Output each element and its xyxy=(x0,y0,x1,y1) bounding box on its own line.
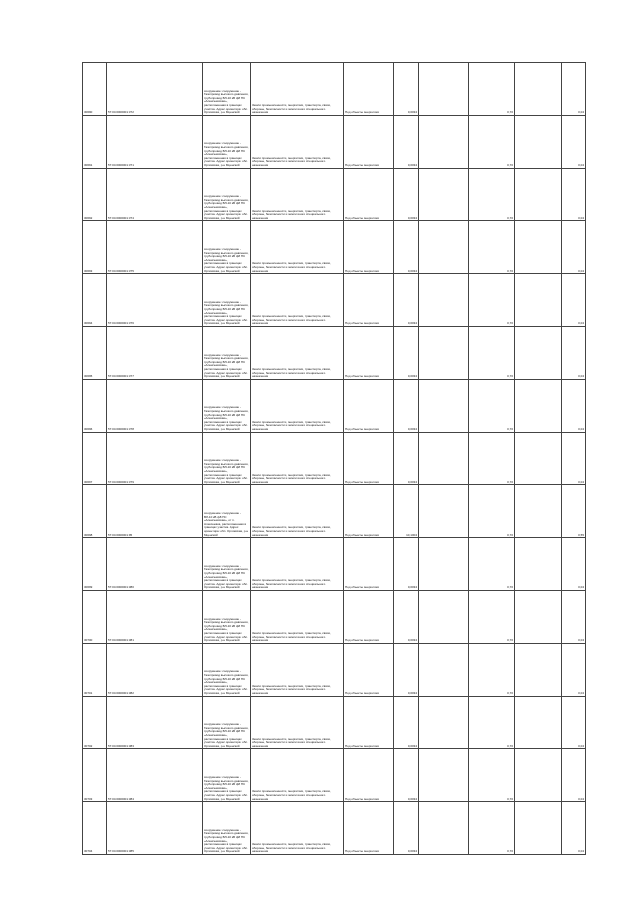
object-description-cell: сооружение: сооружение - Газопровод высокого давления, трубопровод ВЛ-10 кВ ф8 ПС «Алексеевская», расположенная в границах участка. Адрес ориентира: обл. Орловская, р-н Мценский xyxy=(203,63,251,116)
area-cell: 0,0034 xyxy=(394,538,419,591)
object-description-cell: сооружение: сооружение - Газопровод высокого давления, трубопровод ВЛ-10 кВ ф8 ПС «Алексеевская», расположенная в границах участка. Адрес ориентира: обл. Орловская, р-н Мценский xyxy=(203,326,251,379)
table-row xyxy=(83,168,586,221)
area-cell: 0,0034 xyxy=(394,379,419,432)
empty-cell xyxy=(419,432,469,485)
tax-rate-cell: 0,70 xyxy=(469,696,515,749)
tax-rate-cell: 0,70 xyxy=(469,538,515,591)
row-id-cell: 30702 xyxy=(83,696,107,749)
permitted-use-cell: Под объекты энергетики xyxy=(344,326,394,379)
area-cell: 0,0034 xyxy=(394,115,419,168)
table-row xyxy=(83,221,586,274)
permitted-use-cell: Под объекты энергетики xyxy=(344,485,394,538)
tax-rate-cell: 0,70 xyxy=(469,326,515,379)
empty-cell xyxy=(515,590,562,643)
table-row xyxy=(83,274,586,327)
tax-amount-cell: 0,55 xyxy=(562,485,586,538)
area-cell: 0,0034 xyxy=(394,274,419,327)
land-category-cell: Земли промышленности, энергетики, транспорта, связи, обороны, безопасности и земли иного специального назначения xyxy=(251,168,344,221)
permitted-use-cell: Под объекты энергетики xyxy=(344,432,394,485)
empty-cell xyxy=(419,643,469,696)
table-row xyxy=(83,379,586,432)
cadastral-number-cell: 57:04:0000001:384 xyxy=(107,749,203,802)
object-description-cell: сооружение: сооружение - Газопровод высокого давления, трубопровод ВЛ-10 кВ ф8 ПС «Алексеевская», расположенная в границах участка. Адрес ориентира: обл. Орловская, р-н Мценский xyxy=(203,749,251,802)
table-row xyxy=(83,63,586,116)
tax-rate-cell: 0,70 xyxy=(469,802,515,855)
land-tax-table xyxy=(82,62,586,855)
row-id-cell: 30695 xyxy=(83,326,107,379)
table-row xyxy=(83,696,586,749)
table-row xyxy=(83,432,586,485)
object-description-cell: сооружение: сооружение - Газопровод высокого давления, трубопровод ВЛ-10 кВ ф8 ПС «Алексеевская», расположенная в границах участка. Адрес ориентира: обл. Орловская, р-н Мценский xyxy=(203,168,251,221)
land-category-cell: Земли промышленности, энергетики, транспорта, связи, обороны, безопасности и земли иного специального назначения xyxy=(251,538,344,591)
land-category-cell: Земли промышленности, энергетики, транспорта, связи, обороны, безопасности и земли иного специального назначения xyxy=(251,485,344,538)
area-cell: 0,0034 xyxy=(394,63,419,116)
tax-rate-cell: 0,70 xyxy=(469,590,515,643)
object-description-cell: сооружение: сооружение - Газопровод высокого давления, трубопровод ВЛ-10 кВ ф8 ПС «Алексеевская», расположенная в границах участка. Адрес ориентира: обл. Орловская, р-н Мценский xyxy=(203,379,251,432)
land-category-cell: Земли промышленности, энергетики, транспорта, связи, обороны, безопасности и земли иного специального назначения xyxy=(251,63,344,116)
cadastral-number-cell: 57:04:0000001:372 xyxy=(107,63,203,116)
cadastral-number-cell: 57:04:0000001:383 xyxy=(107,696,203,749)
empty-cell xyxy=(419,168,469,221)
tax-rate-cell: 0,70 xyxy=(469,379,515,432)
permitted-use-cell: Под объекты энергетики xyxy=(344,749,394,802)
empty-cell xyxy=(515,696,562,749)
row-id-cell: 30703 xyxy=(83,749,107,802)
table-row xyxy=(83,643,586,696)
area-cell: 0,0034 xyxy=(394,590,419,643)
empty-cell xyxy=(419,749,469,802)
empty-cell xyxy=(419,221,469,274)
tax-amount-cell: 0,04 xyxy=(562,63,586,116)
empty-cell xyxy=(515,749,562,802)
table-body xyxy=(83,63,586,855)
empty-cell xyxy=(515,63,562,116)
permitted-use-cell: Под объекты энергетики xyxy=(344,168,394,221)
land-category-cell: Земли промышленности, энергетики, транспорта, связи, обороны, безопасности и земли иного специального назначения xyxy=(251,749,344,802)
area-cell: 0,0034 xyxy=(394,696,419,749)
land-category-cell: Земли промышленности, энергетики, транспорта, связи, обороны, безопасности и земли иного специального назначения xyxy=(251,379,344,432)
object-description-cell: сооружение: сооружение - ВЛ-10 кВ ф8 ПС «Алексеевская», от п. Алексеевка, расположенная в границах участка. Адрес ориентира: обл. Орловская, р-н Мценский xyxy=(203,485,251,538)
cadastral-number-cell: 57:04:0000001:385 xyxy=(107,802,203,855)
tax-amount-cell: 0,04 xyxy=(562,802,586,855)
permitted-use-cell: Под объекты энергетики xyxy=(344,643,394,696)
empty-cell xyxy=(419,63,469,116)
table-row xyxy=(83,115,586,168)
tax-rate-cell: 0,70 xyxy=(469,432,515,485)
table-row xyxy=(83,538,586,591)
object-description-cell: сооружение: сооружение - Газопровод высокого давления, трубопровод ВЛ-10 кВ ф8 ПС «Алексеевская», расположенная в границах участка. Адрес ориентира: обл. Орловская, р-н Мценский xyxy=(203,538,251,591)
cadastral-number-cell: 57:04:0000001:379 xyxy=(107,432,203,485)
cadastral-number-cell: 57:04:0000001:374 xyxy=(107,168,203,221)
empty-cell xyxy=(515,115,562,168)
cadastral-number-cell: 57:04:0000001:95 xyxy=(107,485,203,538)
tax-amount-cell: 0,04 xyxy=(562,749,586,802)
tax-rate-cell: 0,70 xyxy=(469,221,515,274)
empty-cell xyxy=(515,802,562,855)
table-row xyxy=(83,326,586,379)
permitted-use-cell: Под объекты энергетики xyxy=(344,221,394,274)
empty-cell xyxy=(515,485,562,538)
area-cell: 0,0034 xyxy=(394,432,419,485)
table-row xyxy=(83,749,586,802)
area-cell: 0,0034 xyxy=(394,749,419,802)
tax-amount-cell: 0,04 xyxy=(562,221,586,274)
row-id-cell: 30693 xyxy=(83,221,107,274)
area-cell: 0,0034 xyxy=(394,643,419,696)
empty-cell xyxy=(419,379,469,432)
tax-rate-cell: 0,70 xyxy=(469,115,515,168)
cadastral-number-cell: 57:04:0000001:378 xyxy=(107,379,203,432)
cadastral-number-cell: 57:04:0000001:371 xyxy=(107,115,203,168)
tax-amount-cell: 0,04 xyxy=(562,538,586,591)
land-category-cell: Земли промышленности, энергетики, транспорта, связи, обороны, безопасности и земли иного специального назначения xyxy=(251,432,344,485)
land-category-cell: Земли промышленности, энергетики, транспорта, связи, обороны, безопасности и земли иного специального назначения xyxy=(251,802,344,855)
tax-rate-cell: 0,70 xyxy=(469,643,515,696)
tax-rate-cell: 0,70 xyxy=(469,749,515,802)
land-category-cell: Земли промышленности, энергетики, транспорта, связи, обороны, безопасности и земли иного специального назначения xyxy=(251,115,344,168)
area-cell: 0,0034 xyxy=(394,326,419,379)
tax-amount-cell: 0,04 xyxy=(562,115,586,168)
row-id-cell: 30700 xyxy=(83,590,107,643)
tax-amount-cell: 0,04 xyxy=(562,432,586,485)
table-row xyxy=(83,802,586,855)
empty-cell xyxy=(419,115,469,168)
row-id-cell: 30692 xyxy=(83,168,107,221)
tax-amount-cell: 0,04 xyxy=(562,590,586,643)
area-cell: 0,0034 xyxy=(394,168,419,221)
row-id-cell: 30696 xyxy=(83,379,107,432)
area-cell: 0,0034 xyxy=(394,802,419,855)
permitted-use-cell: Под объекты энергетики xyxy=(344,115,394,168)
object-description-cell: сооружение: сооружение - Газопровод высокого давления, трубопровод ВЛ-10 кВ ф8 ПС «Алексеевская», расположенная в границах участка. Адрес ориентира: обл. Орловская, р-н Мценский xyxy=(203,274,251,327)
empty-cell xyxy=(515,379,562,432)
permitted-use-cell: Под объекты энергетики xyxy=(344,63,394,116)
tax-amount-cell: 0,04 xyxy=(562,379,586,432)
tax-amount-cell: 0,04 xyxy=(562,274,586,327)
empty-cell xyxy=(515,221,562,274)
table-row xyxy=(83,485,586,538)
empty-cell xyxy=(515,274,562,327)
empty-cell xyxy=(515,643,562,696)
tax-amount-cell: 0,04 xyxy=(562,326,586,379)
permitted-use-cell: Под объекты энергетики xyxy=(344,590,394,643)
empty-cell xyxy=(419,538,469,591)
tax-rate-cell: 0,70 xyxy=(469,485,515,538)
empty-cell xyxy=(419,274,469,327)
cadastral-number-cell: 57:04:0000001:382 xyxy=(107,643,203,696)
empty-cell xyxy=(515,326,562,379)
land-category-cell: Земли промышленности, энергетики, транспорта, связи, обороны, безопасности и земли иного специального назначения xyxy=(251,221,344,274)
cadastral-number-cell: 57:04:0000001:375 xyxy=(107,221,203,274)
tax-rate-cell: 0,70 xyxy=(469,168,515,221)
permitted-use-cell: Под объекты энергетики xyxy=(344,696,394,749)
row-id-cell: 30698 xyxy=(83,485,107,538)
permitted-use-cell: Под объекты энергетики xyxy=(344,379,394,432)
tax-rate-cell: 0,70 xyxy=(469,63,515,116)
empty-cell xyxy=(419,326,469,379)
permitted-use-cell: Под объекты энергетики xyxy=(344,274,394,327)
row-id-cell: 30690 xyxy=(83,63,107,116)
tax-rate-cell: 0,70 xyxy=(469,274,515,327)
object-description-cell: сооружение: сооружение - Газопровод высокого давления, трубопровод ВЛ-10 кВ ф8 ПС «Алексеевская», расположенная в границах участка. Адрес ориентира: обл. Орловская, р-н Мценский xyxy=(203,802,251,855)
empty-cell xyxy=(419,590,469,643)
land-category-cell: Земли промышленности, энергетики, транспорта, связи, обороны, безопасности и земли иного специального назначения xyxy=(251,274,344,327)
cadastral-number-cell: 57:04:0000001:376 xyxy=(107,274,203,327)
area-cell: 10,1004 xyxy=(394,485,419,538)
empty-cell xyxy=(419,696,469,749)
object-description-cell: сооружение: сооружение - Газопровод высокого давления, трубопровод ВЛ-10 кВ ф8 ПС «Алексеевская», расположенная в границах участка. Адрес ориентира: обл. Орловская, р-н Мценский xyxy=(203,696,251,749)
row-id-cell: 30691 xyxy=(83,115,107,168)
row-id-cell: 30701 xyxy=(83,643,107,696)
cadastral-number-cell: 57:04:0000001:380 xyxy=(107,538,203,591)
empty-cell xyxy=(419,485,469,538)
tax-amount-cell: 0,04 xyxy=(562,643,586,696)
table-row xyxy=(83,590,586,643)
land-category-cell: Земли промышленности, энергетики, транспорта, связи, обороны, безопасности и земли иного специального назначения xyxy=(251,590,344,643)
row-id-cell: 30697 xyxy=(83,432,107,485)
object-description-cell: сооружение: сооружение - Газопровод высокого давления, трубопровод ВЛ-10 кВ ф8 ПС «Алексеевская», расположенная в границах участка. Адрес ориентира: обл. Орловская, р-н Мценский xyxy=(203,590,251,643)
permitted-use-cell: Под объекты энергетики xyxy=(344,538,394,591)
row-id-cell: 30694 xyxy=(83,274,107,327)
land-category-cell: Земли промышленности, энергетики, транспорта, связи, обороны, безопасности и земли иного специального назначения xyxy=(251,696,344,749)
cadastral-number-cell: 57:04:0000001:377 xyxy=(107,326,203,379)
land-category-cell: Земли промышленности, энергетики, транспорта, связи, обороны, безопасности и земли иного специального назначения xyxy=(251,643,344,696)
object-description-cell: сооружение: сооружение - Газопровод высокого давления, трубопровод ВЛ-10 кВ ф8 ПС «Алексеевская», расположенная в границах участка. Адрес ориентира: обл. Орловская, р-н Мценский xyxy=(203,432,251,485)
row-id-cell: 30704 xyxy=(83,802,107,855)
cadastral-number-cell: 57:04:0000001:381 xyxy=(107,590,203,643)
land-category-cell: Земли промышленности, энергетики, транспорта, связи, обороны, безопасности и земли иного специального назначения xyxy=(251,326,344,379)
empty-cell xyxy=(515,538,562,591)
row-id-cell: 30699 xyxy=(83,538,107,591)
empty-cell xyxy=(515,168,562,221)
object-description-cell: сооружение: сооружение - Газопровод высокого давления, трубопровод ВЛ-10 кВ ф8 ПС «Алексеевская», расположенная в границах участка. Адрес ориентира: обл. Орловская, р-н Мценский xyxy=(203,643,251,696)
object-description-cell: сооружение: сооружение - Газопровод высокого давления, трубопровод ВЛ-10 кВ ф8 ПС «Алексеевская», расположенная в границах участка. Адрес ориентира: обл. Орловская, р-н Мценский xyxy=(203,221,251,274)
tax-amount-cell: 0,04 xyxy=(562,168,586,221)
permitted-use-cell: Под объекты энергетики xyxy=(344,802,394,855)
tax-amount-cell: 0,04 xyxy=(562,696,586,749)
empty-cell xyxy=(515,432,562,485)
empty-cell xyxy=(419,802,469,855)
object-description-cell: сооружение: сооружение - Газопровод высокого давления, трубопровод ВЛ-10 кВ ф8 ПС «Алексеевская», расположенная в границах участка. Адрес ориентира: обл. Орловская, р-н Мценский xyxy=(203,115,251,168)
area-cell: 0,0034 xyxy=(394,221,419,274)
